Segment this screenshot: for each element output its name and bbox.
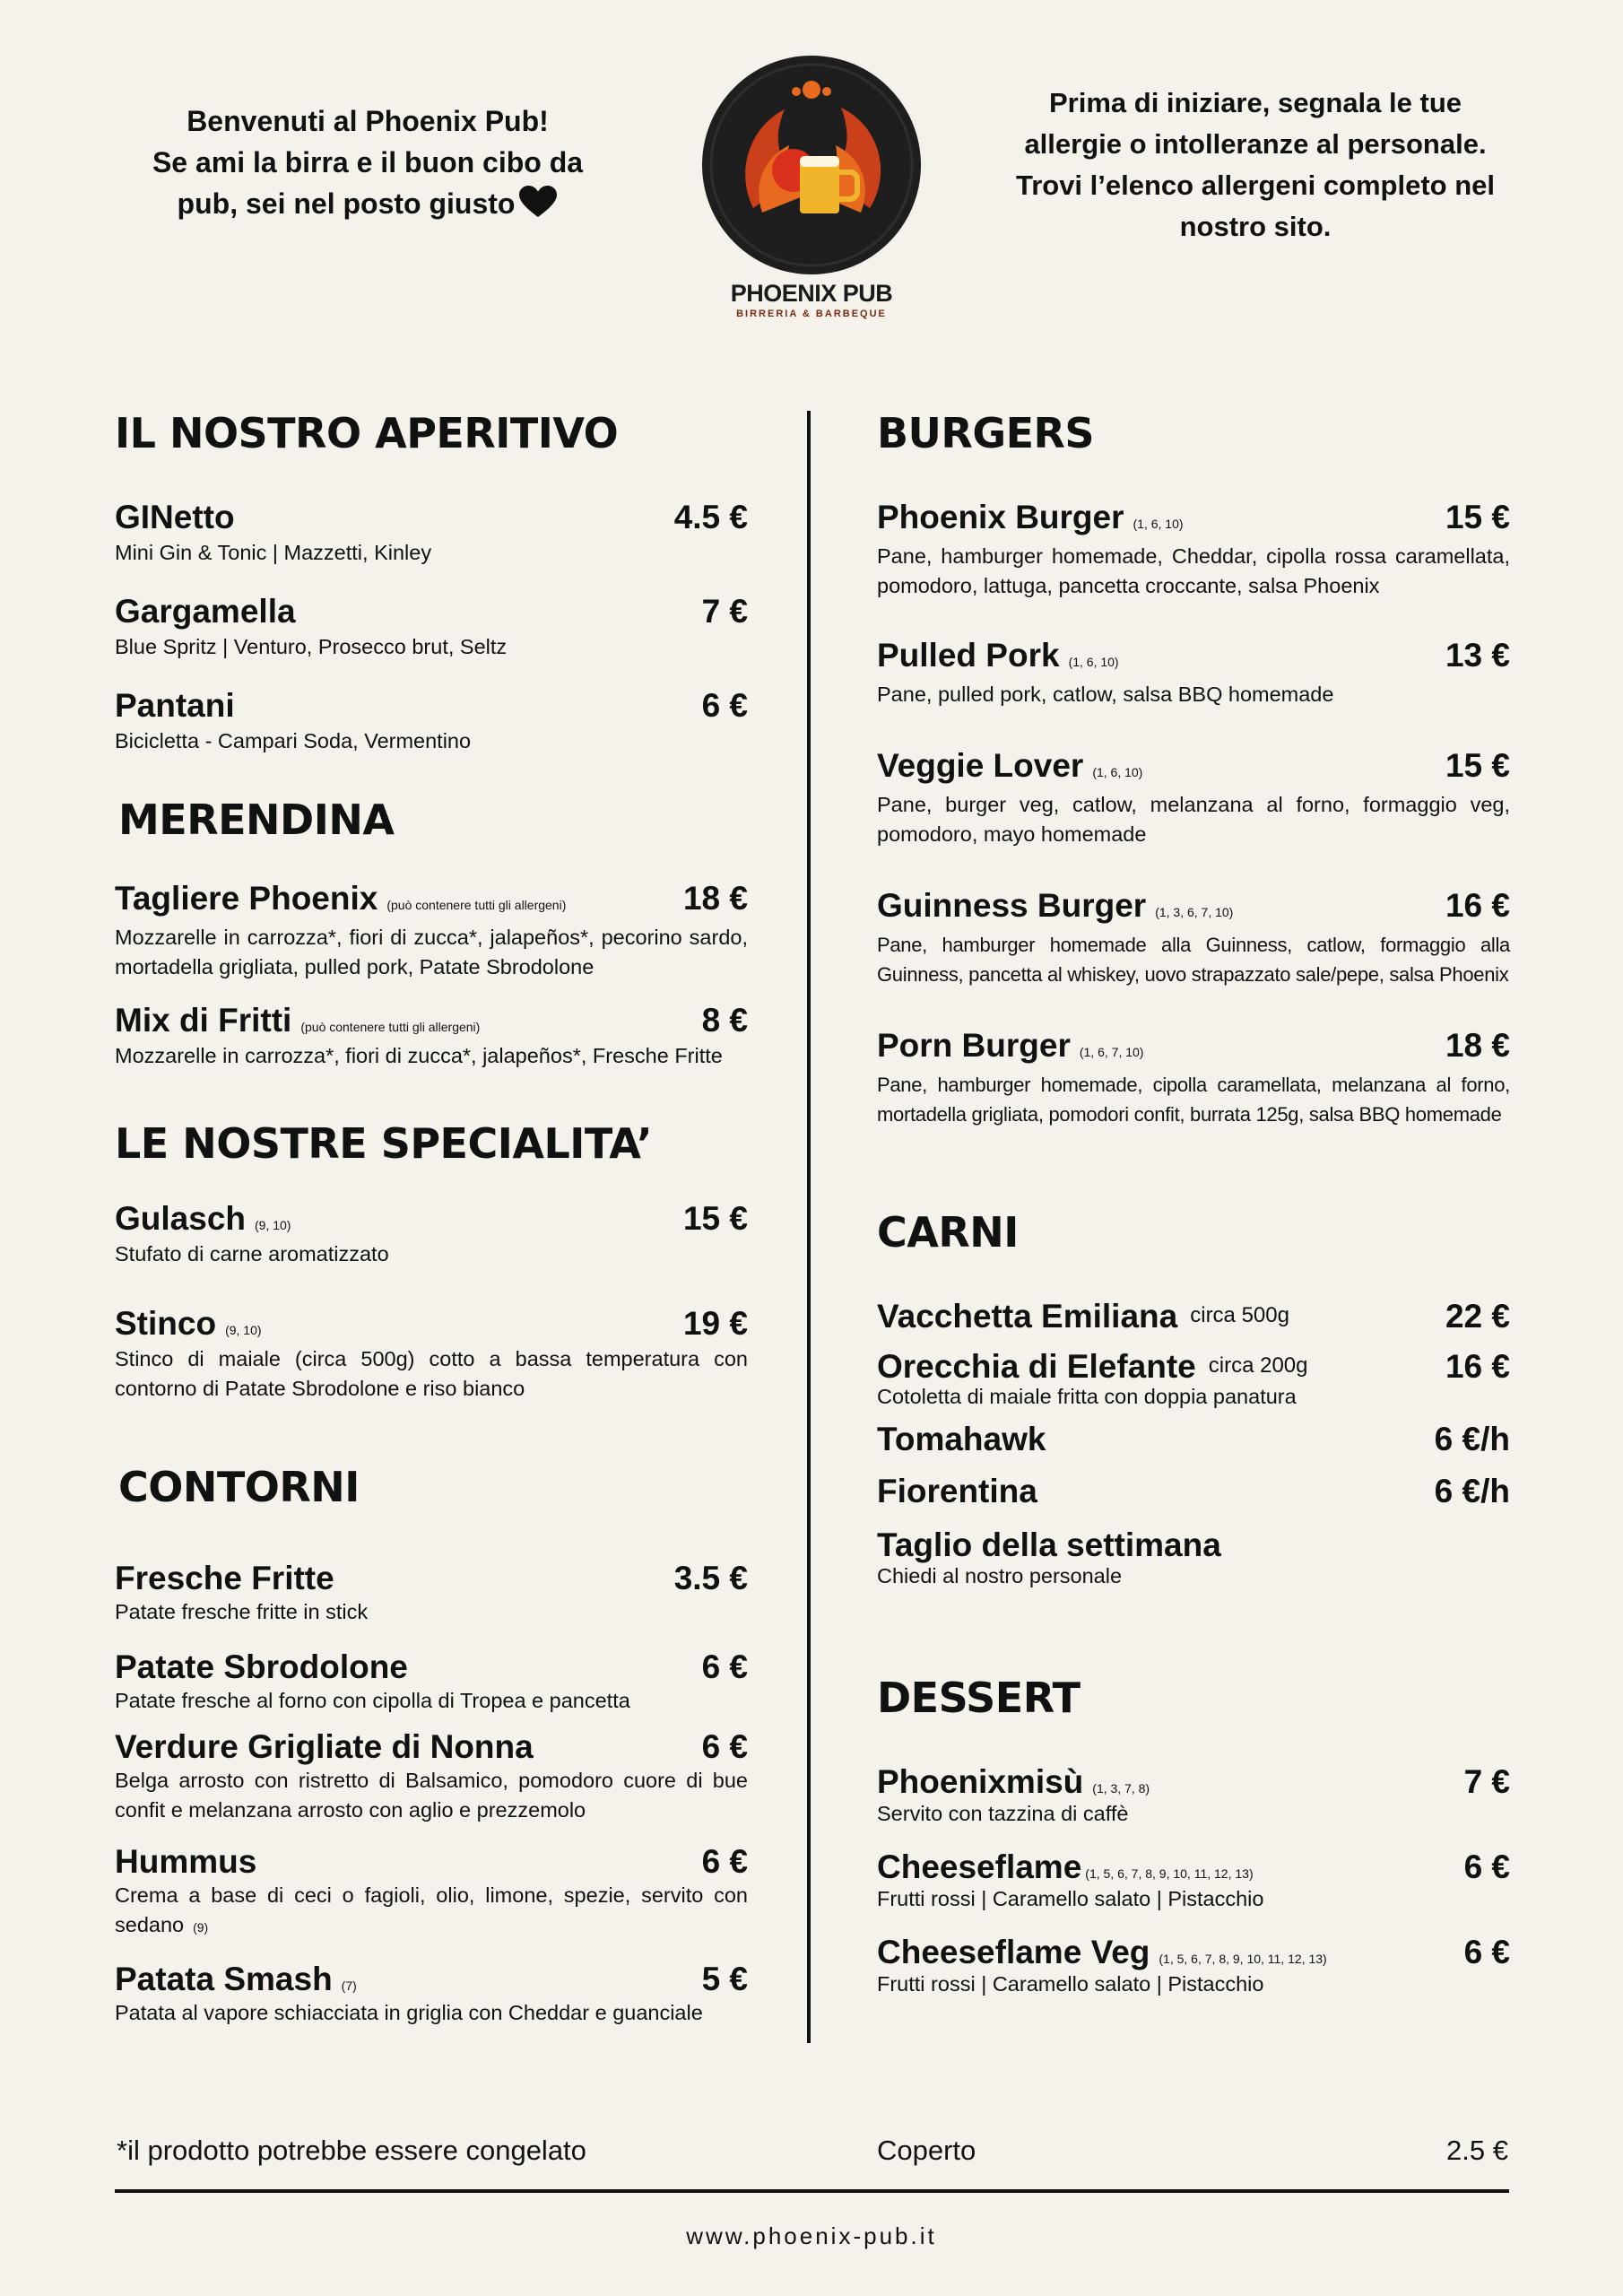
- item-name: Guinness Burger (1, 3, 6, 7, 10): [877, 887, 1234, 924]
- item-description: Mini Gin & Tonic | Mazzetti, Kinley: [115, 541, 432, 564]
- section-title-aperitivo: IL NOSTRO APERITIVO: [115, 409, 619, 457]
- item-name: Pulled Pork (1, 6, 10): [877, 637, 1119, 674]
- item-description: Stinco di maiale (circa 500g) cotto a bassa temperatura con contorno di Patate Sbrodolone e riso bianco: [115, 1347, 748, 1400]
- allergy-line: nostro sito.: [1179, 211, 1332, 242]
- menu-item: [877, 499, 1510, 601]
- item-price: 15 €: [1445, 747, 1510, 784]
- allergy-line: allergie o intolleranze al personale.: [1024, 128, 1487, 160]
- item-name: Tagliere Phoenix (può contenere tutti gli allergeni): [115, 880, 567, 917]
- item-description: Crema a base di ceci o fagioli, olio, limone, spezie, servito con sedano (9): [115, 1883, 748, 1936]
- item-name: Porn Burger (1, 6, 7, 10): [877, 1027, 1144, 1064]
- item-description: Mozzarelle in carrozza*, fiori di zucca*, jalapeños*, pecorino sardo, mortadella grigliata, pulled pork, Patate Sbrodolone: [115, 926, 748, 978]
- allergy-line: Trovi l’elenco allergeni completo nel: [1015, 170, 1496, 201]
- item-name: Phoenixmisù (1, 3, 7, 8): [877, 1762, 1150, 1800]
- allergen-note: (1, 6, 10): [1068, 655, 1119, 669]
- logo-name: PHOENIX PUB: [730, 280, 893, 307]
- welcome-line: Benvenuti al Phoenix Pub!: [187, 105, 549, 137]
- item-description: Blue Spritz | Venturo, Prosecco brut, Seltz: [115, 635, 508, 658]
- heart-icon: [518, 185, 558, 230]
- phoenix-pub-logo: [699, 56, 924, 325]
- section-title-dessert: DESSERT: [877, 1673, 1081, 1722]
- item-description: Pane, pulled pork, catlow, salsa BBQ homemade: [877, 683, 1334, 706]
- item-name: Veggie Lover (1, 6, 10): [877, 747, 1143, 784]
- menu-item: [115, 1305, 748, 1404]
- item-name: Fiorentina: [877, 1473, 1037, 1509]
- item-price: 16 €: [1445, 1348, 1510, 1385]
- item-price: 19 €: [682, 1305, 748, 1342]
- item-price: 15 €: [682, 1200, 748, 1237]
- item-price: 7 €: [1463, 1762, 1510, 1800]
- coperto-label: Coperto: [877, 2135, 976, 2166]
- item-name: Vacchetta Emiliana circa 500g: [877, 1298, 1289, 1335]
- menu-item: [877, 637, 1510, 709]
- menu-item: [877, 887, 1510, 989]
- menu-item: [877, 1848, 1510, 1914]
- item-price: 7 €: [701, 593, 748, 630]
- allergen-note: (1, 6, 10): [1092, 765, 1143, 779]
- menu-item: [877, 1298, 1510, 1335]
- item-description: Patate fresche fritte in stick: [115, 1600, 369, 1623]
- menu-item: [115, 1648, 748, 1716]
- allergen-note: (9): [193, 1920, 209, 1935]
- menu-item: [115, 499, 748, 568]
- item-name: Patata Smash (7): [115, 1961, 357, 1997]
- menu-item: [877, 1528, 1510, 1591]
- welcome-line: pub, sei nel posto giusto: [135, 183, 601, 230]
- menu-item: [115, 1002, 748, 1071]
- menu-item: [877, 747, 1510, 849]
- menu-item: [877, 1421, 1510, 1458]
- weight-note: circa 500g: [1190, 1303, 1289, 1327]
- item-name: Hummus: [115, 1843, 257, 1880]
- item-name: Fresche Fritte: [115, 1560, 334, 1596]
- allergen-note: (1, 3, 6, 7, 10): [1155, 905, 1234, 919]
- item-price: 4.5 €: [673, 499, 748, 535]
- allergen-note: (1, 5, 6, 7, 8, 9, 10, 11, 12, 13): [1085, 1866, 1254, 1881]
- allergen-note: (può contenere tutti gli allergeni): [300, 1020, 481, 1034]
- allergen-note: (9, 10): [255, 1218, 291, 1232]
- item-description: Pane, hamburger homemade, Cheddar, cipolla rossa caramellata, pomodoro, lattuga, pancetta croccante, salsa Phoenix: [877, 544, 1510, 597]
- item-price: 3.5 €: [673, 1560, 748, 1596]
- item-name: Orecchia di Elefante circa 200g: [877, 1348, 1308, 1385]
- section-title-burgers: BURGERS: [877, 409, 1095, 457]
- item-description: Patata al vapore schiacciata in griglia con Cheddar e guanciale: [115, 2001, 703, 2024]
- menu-item: [115, 593, 748, 662]
- allergen-note: (1, 6, 10): [1133, 517, 1184, 531]
- menu-header: [0, 0, 1623, 359]
- allergen-note: (9, 10): [225, 1323, 262, 1337]
- menu-item: [115, 1961, 748, 2028]
- item-description: Belga arrosto con ristretto di Balsamico, pomodoro cuore di bue confit e melanzana arrosto con aglio e prezzemolo: [115, 1769, 748, 1822]
- menu-item: [877, 1348, 1510, 1412]
- allergen-note: (1, 5, 6, 7, 8, 9, 10, 11, 12, 13): [1159, 1951, 1327, 1966]
- item-price: 6 €: [701, 1648, 748, 1685]
- section-title-specialita: LE NOSTRE SPECIALITA’: [115, 1119, 653, 1168]
- welcome-line: Se ami la birra e il buon cibo da: [152, 146, 584, 178]
- menu-item: [877, 1763, 1510, 1829]
- footer-rule: [115, 2189, 1509, 2193]
- menu-item: [877, 1934, 1510, 1999]
- menu-item: [877, 1473, 1510, 1510]
- item-description: Patate fresche al forno con cipolla di Tropea e pancetta: [115, 1689, 630, 1712]
- item-description: Stufato di carne aromatizzato: [115, 1242, 389, 1265]
- item-name: Tomahawk: [877, 1421, 1046, 1457]
- item-price: 6 €: [701, 1843, 748, 1880]
- item-name: Gargamella: [115, 593, 296, 630]
- item-description: Cotoletta di maiale fritta con doppia panatura: [877, 1385, 1297, 1408]
- item-description: Pane, hamburger homemade, cipolla caramellata, melanzana al forno, mortadella grigliata, pomodori confit, burrata 125g, salsa BBQ homemade: [877, 1074, 1510, 1126]
- allergen-note: (1, 3, 7, 8): [1092, 1780, 1150, 1796]
- menu-item: [115, 880, 748, 982]
- item-description: Bicicletta - Campari Soda, Vermentino: [115, 729, 472, 752]
- section-title-contorni: CONTORNI: [118, 1463, 360, 1511]
- item-description: Servito con tazzina di caffè: [877, 1801, 1129, 1825]
- item-name: Taglio della settimana: [877, 1526, 1221, 1563]
- allergy-notice: [1013, 83, 1497, 248]
- item-name: GINetto: [115, 499, 235, 535]
- item-name: Mix di Fritti (può contenere tutti gli allergeni): [115, 1002, 481, 1039]
- menu-item: [115, 1200, 748, 1269]
- allergen-note: (1, 6, 7, 10): [1079, 1045, 1144, 1059]
- item-price: 13 €: [1445, 637, 1510, 674]
- weight-note: circa 200g: [1208, 1353, 1308, 1378]
- section-title-merendina: MERENDINA: [118, 796, 395, 844]
- item-price: 15 €: [1445, 499, 1510, 535]
- allergen-note: (7): [341, 1979, 357, 1993]
- item-description: Frutti rossi | Caramello salato | Pistacchio: [877, 1886, 1264, 1910]
- item-description: Mozzarelle in carrozza*, fiori di zucca*, jalapeños*, Fresche Fritte: [115, 1044, 723, 1067]
- item-price: 18 €: [682, 880, 748, 917]
- item-description: Chiedi al nostro personale: [877, 1563, 1123, 1587]
- logo-subtitle: BIRRERIA & BARBEQUE: [736, 309, 887, 319]
- item-price: 6 €: [701, 687, 748, 724]
- menu-item: [115, 1728, 748, 1825]
- item-name: Phoenix Burger (1, 6, 10): [877, 499, 1184, 535]
- item-name: Gulasch (9, 10): [115, 1200, 291, 1237]
- item-price: 6 €/h: [1434, 1421, 1510, 1457]
- phoenix-emblem-icon: [699, 56, 924, 280]
- coperto-price: 2.5 €: [1446, 2135, 1508, 2166]
- welcome-message: [135, 100, 601, 230]
- item-name: Pantani: [115, 687, 235, 724]
- item-description: Pane, hamburger homemade alla Guinness, catlow, formaggio alla Guinness, pancetta al whiskey, uovo strapazzato sale/pepe, salsa Phoenix: [877, 934, 1510, 986]
- website-url[interactable]: www.phoenix-pub.it: [686, 2222, 937, 2249]
- item-description: Pane, burger veg, catlow, melanzana al forno, formaggio veg, pomodoro, mayo homemade: [877, 793, 1510, 846]
- menu-left-column: [115, 408, 748, 2028]
- menu-item: [115, 1560, 748, 1627]
- item-name: Patate Sbrodolone: [115, 1648, 408, 1685]
- item-price: 6 €: [1463, 1848, 1510, 1885]
- item-name: Cheeseflame (1, 5, 6, 7, 8, 9, 10, 11, 12, 13): [877, 1848, 1254, 1885]
- menu-item: [115, 687, 748, 756]
- menu-right-column: [877, 408, 1510, 1999]
- item-price: 16 €: [1445, 887, 1510, 924]
- item-description: Frutti rossi | Caramello salato | Pistacchio: [877, 1971, 1264, 1996]
- allergy-line: Prima di iniziare, segnala le tue: [1048, 87, 1462, 118]
- item-name: Stinco (9, 10): [115, 1305, 262, 1342]
- item-price: 6 €/h: [1434, 1473, 1510, 1509]
- menu-item: [115, 1843, 748, 1943]
- item-price: 22 €: [1445, 1298, 1510, 1335]
- item-price: 6 €: [1463, 1933, 1510, 1970]
- item-name: Cheeseflame Veg (1, 5, 6, 7, 8, 9, 10, 11, 12, 13): [877, 1933, 1327, 1970]
- frozen-note: *il prodotto potrebbe essere congelato: [117, 2135, 586, 2166]
- item-price: 5 €: [701, 1961, 748, 1997]
- allergen-note: (può contenere tutti gli allergeni): [386, 898, 567, 912]
- column-divider: [807, 411, 811, 2043]
- item-name: Verdure Grigliate di Nonna: [115, 1728, 534, 1765]
- menu-item: [877, 1027, 1510, 1129]
- section-title-carni: CARNI: [877, 1208, 1019, 1257]
- item-price: 8 €: [701, 1002, 748, 1039]
- item-price: 18 €: [1445, 1027, 1510, 1064]
- item-price: 6 €: [701, 1728, 748, 1765]
